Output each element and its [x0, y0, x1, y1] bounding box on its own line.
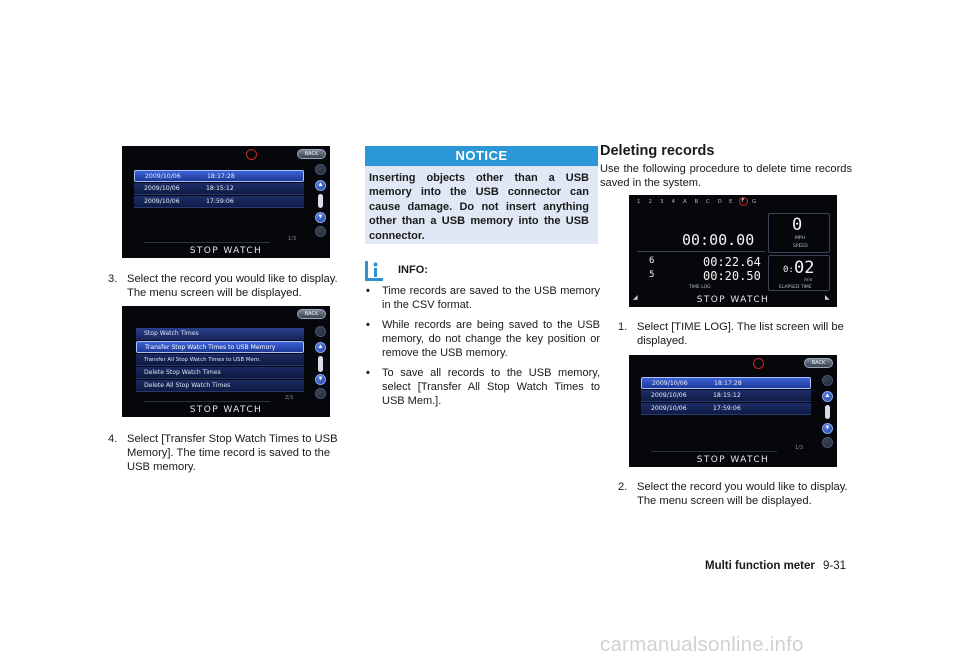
record-row[interactable]: 2009/10/06 18:15:12: [641, 390, 811, 402]
meter-tab[interactable]: G: [752, 199, 757, 205]
meter-tab[interactable]: C: [706, 199, 710, 205]
page-indicator: 1/3: [288, 236, 297, 242]
step-4: 4. Select [Transfer Stop Watch Times to USB Memory]. The time record is saved to the USB memory.: [108, 433, 338, 474]
red-indicator-icon: [246, 149, 257, 160]
meter-tab[interactable]: A: [683, 199, 687, 205]
scroll-up-icon[interactable]: ▲: [822, 391, 833, 402]
meter-tab[interactable]: 4: [671, 199, 675, 205]
meter-tab[interactable]: B: [694, 199, 699, 205]
scroll-up-icon[interactable]: ▲: [315, 180, 326, 191]
info-bullet: • To save all records to the USB memory, select [Transfer All Stop Watch Times to USB Mem.].: [366, 367, 600, 408]
scroll-down-icon[interactable]: ▼: [822, 423, 833, 434]
section-title: Deleting records: [600, 143, 715, 159]
notice-box: [365, 146, 598, 244]
info-bullet: • Time records are saved to the USB memory in the CSV format.: [366, 285, 600, 312]
scroll-top-icon[interactable]: [315, 326, 326, 337]
scroll-bottom-icon[interactable]: [315, 226, 326, 237]
record-row[interactable]: 2009/10/06 17:59:06: [641, 403, 811, 415]
scrollbar[interactable]: [315, 326, 330, 396]
screen-title: STOP WATCH: [696, 455, 770, 465]
info-label: INFO:: [398, 264, 428, 276]
menu-item-delete-all[interactable]: Delete All Stop Watch Times: [136, 380, 304, 392]
meter-tab[interactable]: 1: [637, 199, 641, 205]
footer-page-number: 9-31: [823, 560, 847, 572]
elapsed-prefix: 0:: [783, 265, 794, 275]
stopwatch-list-screen: [122, 146, 330, 258]
speed-unit: MPH: [795, 236, 805, 241]
lap-number: 6: [649, 256, 655, 266]
red-indicator-icon: [753, 358, 764, 369]
screen-title: STOP WATCH: [189, 405, 263, 415]
footer-section-title: Multi function meter: [705, 560, 815, 572]
menu-item-transfer-all[interactable]: Transfer All Stop Watch Times to USB Mem.: [136, 354, 304, 366]
page-indicator: 1/3: [795, 445, 804, 451]
divider: [637, 251, 765, 252]
back-button[interactable]: BACK: [804, 358, 833, 368]
screen-title: STOP WATCH: [189, 246, 263, 256]
menu-header: Stop Watch Times: [136, 328, 304, 340]
info-icon: [365, 261, 383, 281]
screen-title: STOP WATCH: [696, 295, 770, 305]
scroll-down-icon[interactable]: ▼: [315, 374, 326, 385]
meter-tab[interactable]: E: [729, 199, 733, 205]
lap-number: 5: [649, 270, 655, 280]
corner-arrow-icon: ◢: [633, 295, 638, 301]
meter-stopwatch-screen: [629, 195, 837, 307]
info-bullet: • While records are being saved to the USB memory, do not change the key position or remove the USB memory.: [366, 319, 600, 360]
scrollbar[interactable]: [315, 164, 330, 234]
scroll-bottom-icon[interactable]: [315, 388, 326, 399]
time-log-label[interactable]: TIME LOG: [689, 285, 711, 290]
step-3: 3. Select the record you would like to display. The menu screen will be displayed.: [108, 273, 338, 300]
notice-text: Inserting objects other than a USB memory into the USB connector can cause damage. Do not insert anything other than a USB memory into the USB connector.: [369, 172, 589, 242]
lap-time: 00:22.64: [703, 255, 761, 269]
scrollbar[interactable]: [822, 375, 837, 445]
record-row[interactable]: 2009/10/06 17:59:06: [134, 196, 304, 208]
section-intro: Use the following procedure to delete time records saved in the system.: [600, 163, 852, 190]
stopwatch-list-screen-2: [629, 355, 837, 467]
speed-label: SPEED: [793, 244, 808, 249]
back-button[interactable]: BACK: [297, 309, 326, 319]
title-divider: [651, 451, 777, 452]
stopwatch-menu-screen: [122, 306, 330, 417]
title-divider: [144, 401, 270, 402]
elapsed-value: 02: [794, 258, 815, 278]
scroll-thumb[interactable]: [318, 194, 323, 208]
elapsed-unit: min: [804, 278, 813, 283]
scroll-top-icon[interactable]: [315, 164, 326, 175]
page-indicator: 2/3: [285, 395, 294, 401]
back-button[interactable]: BACK: [297, 149, 326, 159]
scroll-down-icon[interactable]: ▼: [315, 212, 326, 223]
corner-arrow-icon: ◣: [825, 295, 830, 301]
meter-tab[interactable]: F: [739, 197, 748, 206]
speed-value: 0: [792, 215, 803, 235]
step-2: 2. Select the record you would like to display. The menu screen will be displayed.: [618, 481, 848, 508]
record-row[interactable]: 2009/10/06 18:17:28: [134, 170, 304, 182]
scroll-bottom-icon[interactable]: [822, 437, 833, 448]
scroll-up-icon[interactable]: ▲: [315, 342, 326, 353]
title-divider: [144, 242, 270, 243]
menu-item-delete[interactable]: Delete Stop Watch Times: [136, 367, 304, 379]
elapsed-label: ELAPSED TIME: [779, 285, 812, 290]
lap-time: 00:20.50: [703, 269, 761, 283]
main-time: 00:00.00: [682, 231, 755, 249]
meter-tab[interactable]: D: [717, 199, 722, 205]
scroll-thumb[interactable]: [825, 405, 830, 419]
step-1: 1. Select [TIME LOG]. The list screen will be displayed.: [618, 321, 844, 348]
record-row[interactable]: 2009/10/06 18:17:28: [641, 377, 811, 389]
watermark: carmanualsonline.info: [600, 633, 804, 656]
record-row[interactable]: 2009/10/06 18:15:12: [134, 183, 304, 195]
meter-tab[interactable]: 2: [648, 199, 652, 205]
menu-item-transfer[interactable]: Transfer Stop Watch Times to USB Memory: [136, 341, 304, 353]
meter-tab[interactable]: 3: [660, 199, 664, 205]
notice-heading: NOTICE: [365, 146, 598, 166]
scroll-top-icon[interactable]: [822, 375, 833, 386]
scroll-thumb[interactable]: [318, 356, 323, 372]
